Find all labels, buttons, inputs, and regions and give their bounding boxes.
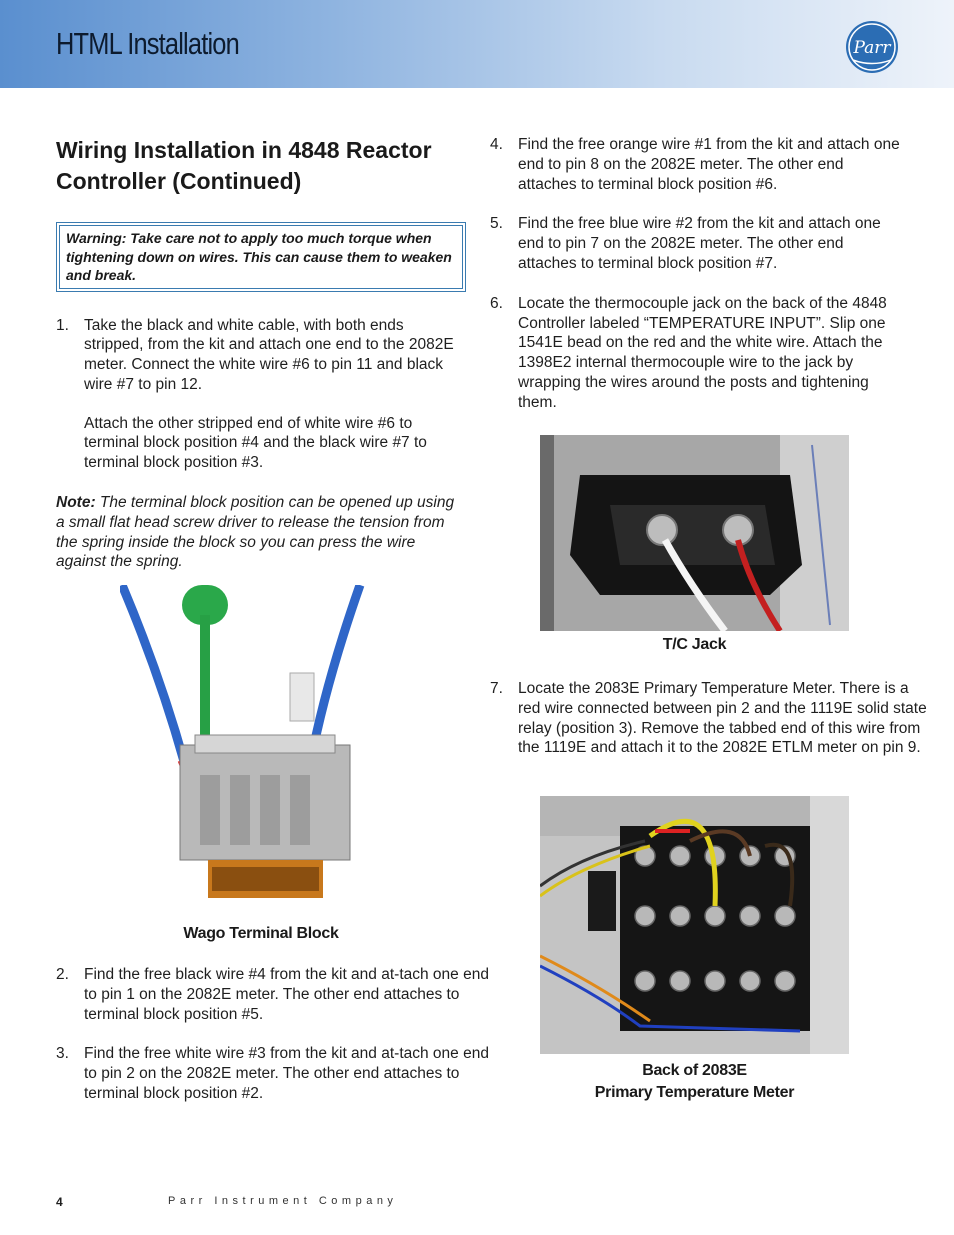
note-label: Note: <box>56 494 96 512</box>
step-number: 6. <box>490 294 503 312</box>
step-number: 3. <box>56 1045 69 1062</box>
right-column <box>490 135 900 413</box>
step-text: Find the free black wire #4 from the kit and at-tach one end to pin 1 on the 2082E meter. The other end attaches to terminal block position #5. <box>84 966 489 1023</box>
parr-logo <box>845 20 899 74</box>
step-3 <box>56 1044 494 1103</box>
step-number: 7. <box>490 680 503 697</box>
step-text: Find the free orange wire #1 from the kit and attach one end to pin 8 on the 2082E meter. The other end attaches to terminal block position #6. <box>518 136 900 193</box>
footer-company: Parr Instrument Company <box>168 1195 398 1207</box>
figure-caption: T/C Jack <box>662 636 727 653</box>
step-4 <box>490 135 900 194</box>
logo-text: Parr <box>853 38 891 58</box>
step-number: 4. <box>490 136 503 153</box>
step-1 <box>56 316 466 474</box>
page-title: HTML Installation <box>56 26 239 61</box>
step-number: 2. <box>56 966 69 983</box>
figure-caption <box>540 1060 849 1104</box>
step-text: Find the free blue wire #2 from the kit and attach one end to pin 7 on the 2082E meter. The other end attaches to terminal block position #7. <box>518 215 881 272</box>
left-column <box>56 135 466 572</box>
figure-caption-line-2: Primary Temperature Meter <box>594 1084 795 1101</box>
tc-jack-photo <box>540 435 849 631</box>
page-number: 4 <box>56 1195 63 1209</box>
section-heading: Wiring Installation in 4848 Reactor Controller (Continued) <box>56 137 432 194</box>
figure-caption: Wago Terminal Block <box>183 925 339 942</box>
step-number: 5. <box>490 215 503 233</box>
step-2 <box>56 965 494 1024</box>
meter-back-photo <box>540 796 849 1054</box>
wago-terminal-block-photo <box>120 585 365 910</box>
warning-box <box>56 222 466 292</box>
step-text: Locate the 2083E Primary Temperature Meter. There is a red wire connected between pin 2 and the 1119E solid state relay (position 3). Remove the tabbed end of this wire from the 1119E and attach it to the 2082E ETLM meter on pin 9. <box>518 680 927 757</box>
step-number: 1. <box>56 316 69 334</box>
step-text: Take the black and white cable, with both ends stripped, from the kit and attach one end to the 2082E meter. Connect the white wire #6 to pin 11 and black wire #7 to pin 12. <box>84 316 454 393</box>
note <box>56 493 466 572</box>
step-text: Locate the thermocouple jack on the back of the 4848 Controller labeled “TEMPERATURE INPUT”. Slip one 1541E bead on the red and the white wire. Attach the 1398E2 internal thermocouple wire to the jack by wrapping the wires around the posts and tightening them. <box>518 294 887 411</box>
warning-text: Warning: Take care not to apply too much torque when tightening down on wires. This can cause them to weaken and break. <box>59 225 463 289</box>
step-6 <box>490 294 900 413</box>
step-text-continued: Attach the other stripped end of white wire #6 to terminal block position #4 and the black wire #7 to terminal block position #3. <box>84 414 427 472</box>
step-7 <box>490 679 928 758</box>
step-text: Find the free white wire #3 from the kit and at-tach one end to pin 2 on the 2082E meter. The other end attaches to terminal block position #2. <box>84 1045 489 1102</box>
note-text: The terminal block position can be opened up using a small flat head screw driver to release the tension from the spring inside the block so you can press the wire against the spring. <box>56 494 455 571</box>
figure-caption-line-1: Back of 2083E <box>642 1062 747 1079</box>
step-5 <box>490 214 900 273</box>
